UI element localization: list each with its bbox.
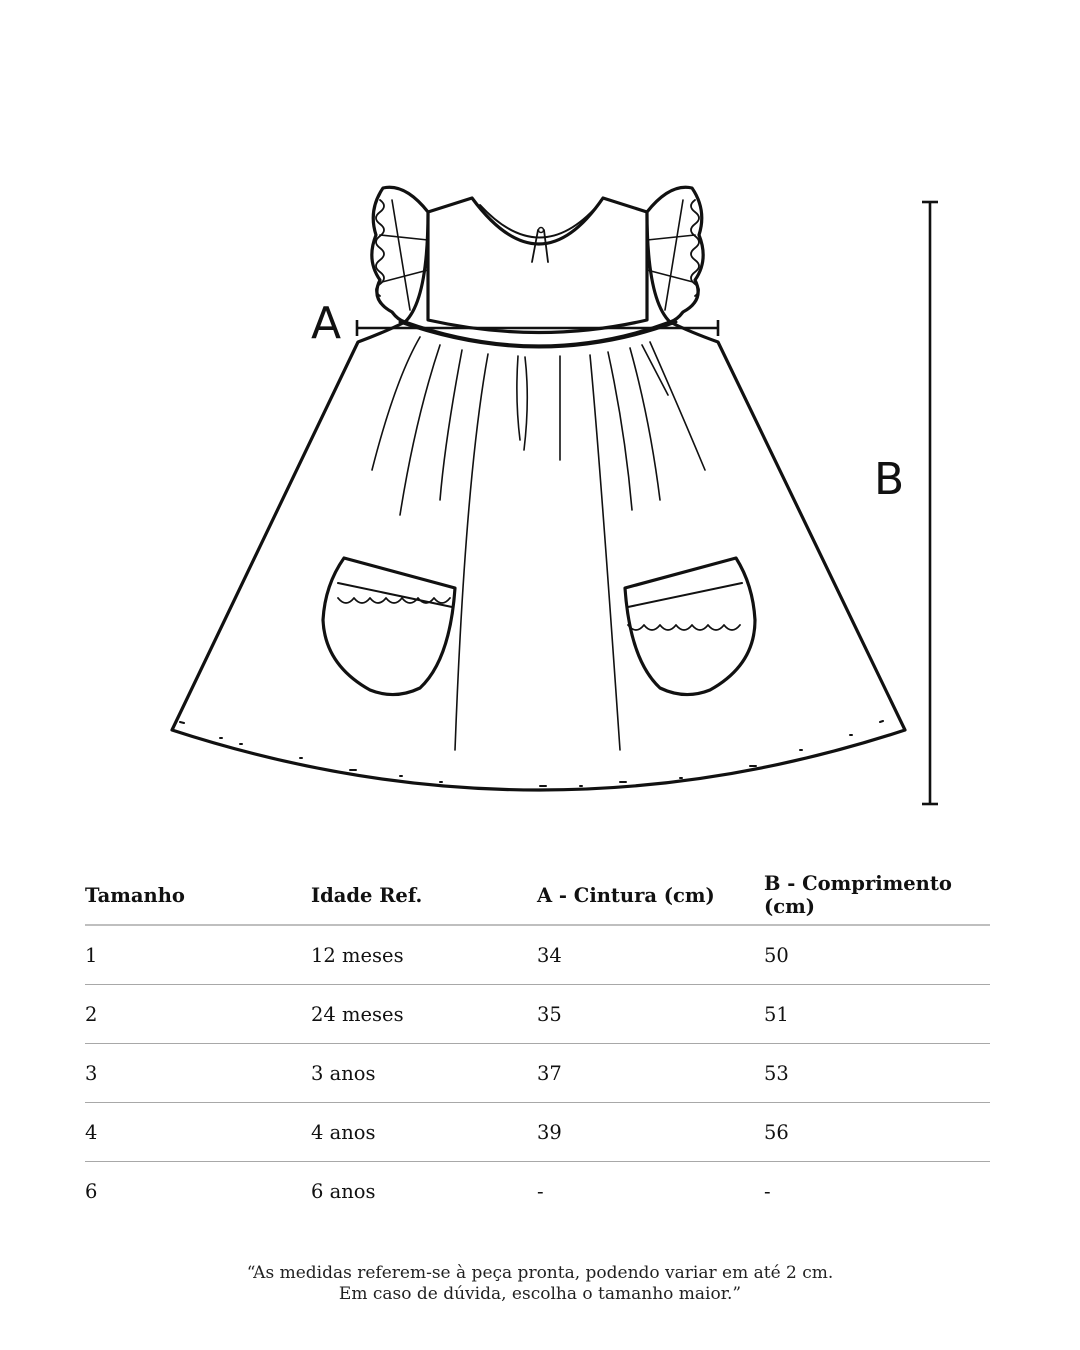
bodice-outline (428, 198, 647, 333)
cell-size: 6 (85, 1179, 98, 1203)
cell-size: 1 (85, 925, 311, 985)
cell-age: 6 anos (311, 1179, 376, 1203)
cell-size: 3 (85, 1044, 311, 1103)
cell-size: 2 (85, 985, 311, 1044)
size-chart-table (85, 866, 990, 1220)
header-cintura: A - Cintura (cm) (537, 866, 764, 925)
cell-length: 56 (764, 1103, 990, 1162)
measurement-note (0, 1263, 1080, 1305)
table-row (85, 985, 990, 1044)
cell-length: - (764, 1179, 771, 1203)
skirt-outline (172, 322, 905, 790)
cell-size: 4 (85, 1103, 311, 1162)
table-header-row (85, 866, 990, 925)
header-comprimento: B - Comprimento (cm) (764, 866, 990, 925)
note-line-2: Em caso de dúvida, escolha o tamanho maior.” (338, 1284, 742, 1304)
cell-waist: 39 (537, 1103, 764, 1162)
button-icon (539, 228, 544, 233)
cell-length: 50 (764, 925, 990, 985)
header-idade: Idade Ref. (311, 866, 537, 925)
measure-b (922, 202, 938, 804)
cell-waist: - (537, 1179, 544, 1203)
right-sleeve (647, 187, 703, 322)
measure-a-label: A (311, 298, 342, 349)
table-row (85, 925, 990, 985)
cell-age: 12 meses (311, 925, 537, 985)
cell-waist: 34 (537, 925, 764, 985)
header-tamanho: Tamanho (85, 866, 311, 925)
table-row (85, 1103, 990, 1162)
cell-age: 24 meses (311, 985, 537, 1044)
table-row (85, 1162, 990, 1221)
table-row (85, 1044, 990, 1103)
cell-waist: 37 (537, 1044, 764, 1103)
cell-age: 4 anos (311, 1103, 537, 1162)
measure-b-label: B (874, 454, 905, 505)
cell-waist: 35 (537, 985, 764, 1044)
cell-length: 51 (764, 985, 990, 1044)
cell-age: 3 anos (311, 1044, 537, 1103)
note-line-1: “As medidas referem-se à peça pronta, podendo variar em até 2 cm. (246, 1263, 834, 1283)
cell-length: 53 (764, 1044, 990, 1103)
left-sleeve (372, 187, 428, 322)
